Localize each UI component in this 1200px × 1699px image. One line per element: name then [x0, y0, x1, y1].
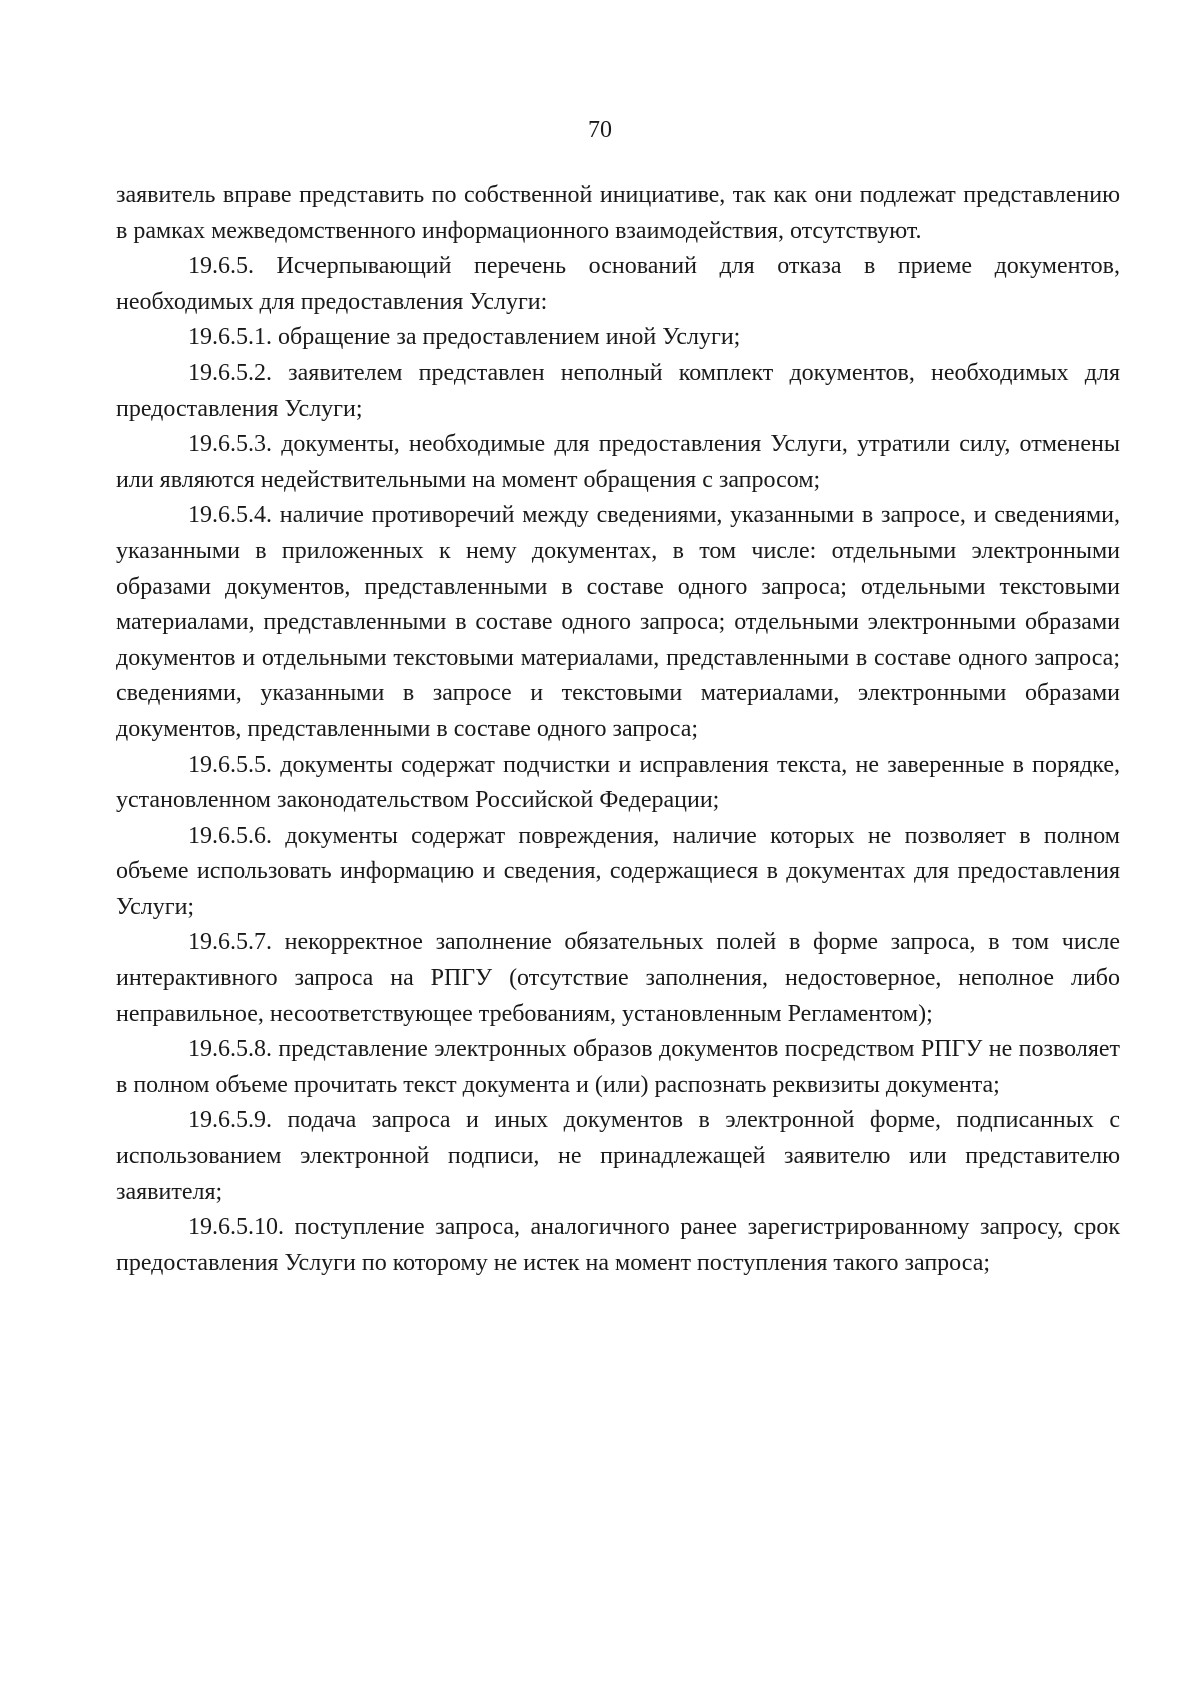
paragraph-19-6-5-10: 19.6.5.10. поступление запроса, аналогичного ранее зарегистрированному запросу, срок предоставления Услуги по которому не истек на момент поступления такого запроса;	[116, 1214, 1120, 1276]
paragraph-19-6-5-4: 19.6.5.4. наличие противоречий между сведениями, указанными в запросе, и сведениями, указанными в приложенных к нему документах, в том числе: отдельными электронными образами документов, представленными в составе одного запроса; отдельными текстовыми материалами, представленными в составе одного запроса; отдельными электронными образами документов и отдельными текстовыми материалами, представленными в составе одного запроса; сведениями, указанными в запросе и текстовыми материалами, электронными образами документов, представленными в составе одного запроса;	[116, 502, 1120, 742]
paragraph-19-6-5-3: 19.6.5.3. документы, необходимые для предоставления Услуги, утратили силу, отменены или являются недействительными на момент обращения с запросом;	[116, 431, 1120, 493]
page-number: 70	[588, 117, 612, 143]
paragraph-19-6-5: 19.6.5. Исчерпывающий перечень оснований для отказа в приеме документов, необходимых для предоставления Услуги:	[116, 253, 1120, 315]
paragraph-19-6-5-6: 19.6.5.6. документы содержат повреждения, наличие которых не позволяет в полном объеме использовать информацию и сведения, содержащиеся в документах для предоставления Услуги;	[116, 822, 1120, 920]
paragraph-continuation: заявитель вправе представить по собственной инициативе, так как они подлежат представлению в рамках межведомственного информационного взаимодействия, отсутствуют.	[116, 182, 1120, 244]
document-body	[116, 178, 1120, 1281]
paragraph-19-6-5-8: 19.6.5.8. представление электронных образов документов посредством РПГУ не позволяет в полном объеме прочитать текст документа и (или) распознать реквизиты документа;	[116, 1036, 1120, 1098]
paragraph-19-6-5-9: 19.6.5.9. подача запроса и иных документов в электронной форме, подписанных с использованием электронной подписи, не принадлежащей заявителю или представителю заявителя;	[116, 1107, 1120, 1205]
paragraph-19-6-5-1: 19.6.5.1. обращение за предоставлением иной Услуги;	[188, 324, 741, 351]
paragraph-19-6-5-5: 19.6.5.5. документы содержат подчистки и исправления текста, не заверенные в порядке, установленном законодательством Российской Федерации;	[116, 751, 1120, 814]
paragraph-19-6-5-7: 19.6.5.7. некорректное заполнение обязательных полей в форме запроса, в том числе интерактивного запроса на РПГУ (отсутствие заполнения, недостоверное, неполное либо неправильное, несоответствующее требованиям, установленным Регламентом);	[116, 929, 1120, 1027]
paragraph-19-6-5-2: 19.6.5.2. заявителем представлен неполный комплект документов, необходимых для предоставления Услуги;	[116, 359, 1120, 422]
